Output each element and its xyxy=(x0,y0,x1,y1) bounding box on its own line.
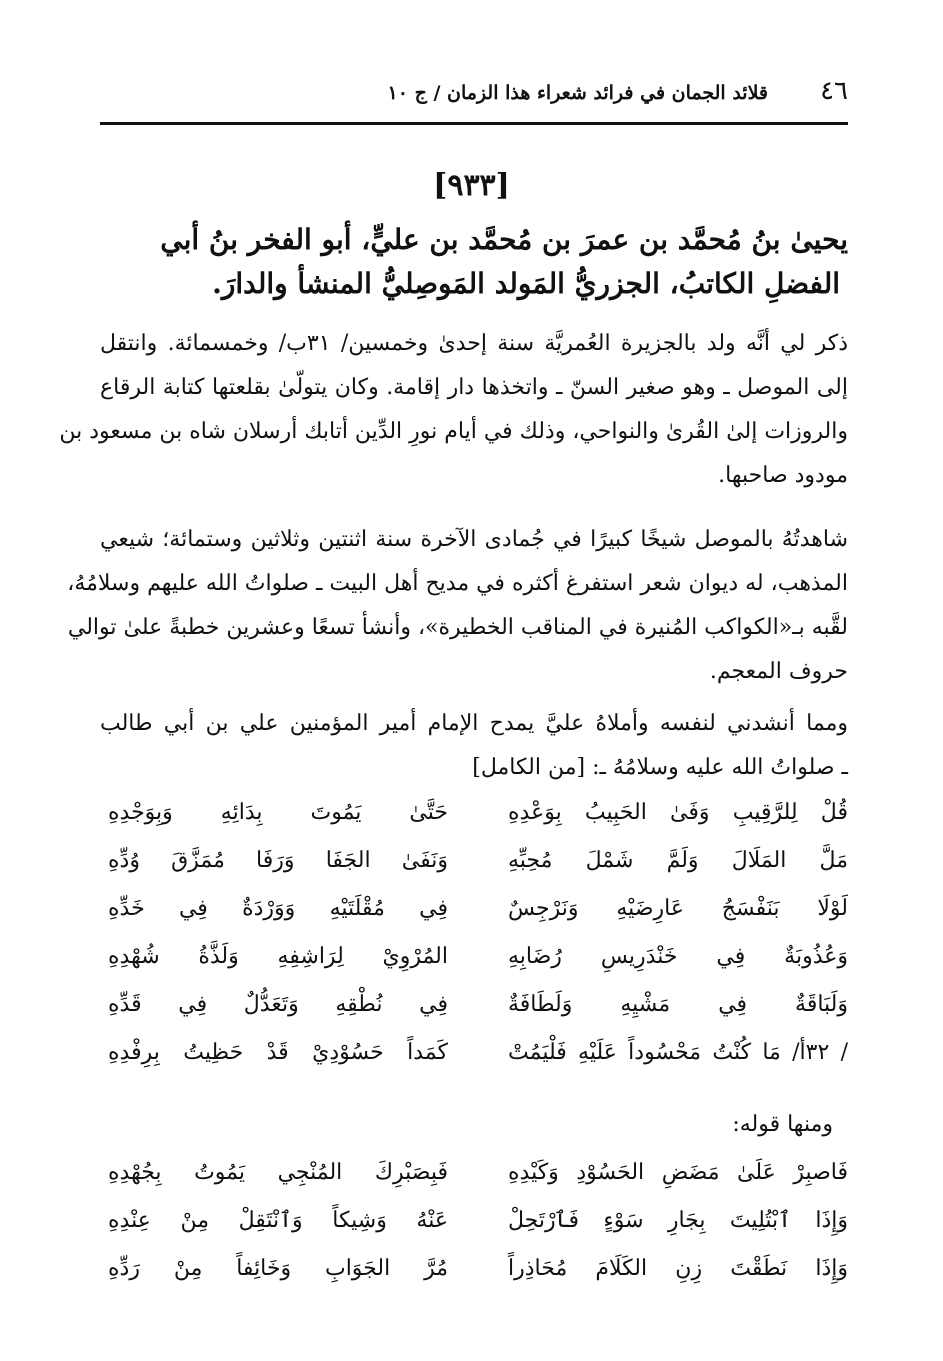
entry-title xyxy=(100,218,848,306)
verse-line xyxy=(100,800,848,848)
poem-second-intro: ومنها قوله: xyxy=(732,1112,833,1137)
verse-second-hemistich: المُرْوِيْ لِرَاشِفِهِ وَلَذَّةُ شُهْدِهِ xyxy=(108,944,448,969)
paragraph-line: مودود صاحبها. xyxy=(718,463,848,488)
verse-second-hemistich: مُرَّ الجَوَابِ وَخَائِفاً مِنْ رَدِّهِ xyxy=(108,1256,448,1281)
verse-first-hemistich: / ٣٢أ/ مَا كُنْتُ مَحْسُوداً عَلَيْهِ فَلْيَمُتْ xyxy=(508,1040,848,1065)
paragraph-line: إلى الموصل ـ وهو صغير السنّ ـ واتخذها دار إقامة. وكان يتولّىٰ بقلعتها كتابة الرقاع xyxy=(100,375,848,400)
paragraph-line: حروف المعجم. xyxy=(709,659,848,684)
paragraph-meeting xyxy=(67,518,848,694)
verse-first-hemistich: قُلْ لِلرَّقِيبِ وَفَىٰ الحَبِيبُ بِوَعْدِهِ xyxy=(508,800,848,825)
verse-line xyxy=(100,896,848,944)
entry-title-line: الفضلِ الكاتبُ، الجزريُّ المَولد المَوصِليُّ المنشأ والدارَ. xyxy=(212,267,840,300)
poem-second xyxy=(100,1160,848,1304)
verse-second-hemistich: فَبِصَبْرِكَ المُنْجِي يَمُوتُ بِجُهْدِهِ xyxy=(108,1160,448,1185)
verse-second-hemistich: فِي مُقْلَتَيْهِ وَوَرْدَةٌ فِي خَدِّهِ xyxy=(108,896,448,921)
entry-title-line: يحيىٰ بنُ مُحمَّد بن عمرَ بن مُحمَّد بن عليٍّ، أبو الفخر بنُ أبي xyxy=(160,223,848,256)
paragraph-line: المذهب، له ديوان شعر استفرغ أكثره في مديح أهل البيت ـ صلواتُ الله عليهم وسلامُهُ، xyxy=(67,571,848,596)
verse-first-hemistich: وَإِذَا نَطَقْتَ زِنِ الكَلَامَ مُحَاذِراً xyxy=(508,1256,848,1281)
paragraph-line: شاهدتُهُ بالموصل شيخًا كبيرًا في جُمادى الآخرة سنة اثنتين وثلاثين وستمائة؛ شيعي xyxy=(100,527,848,552)
verse-first-hemistich: وَإِذَا ٱبْتُلِيتَ بِجَارِ سَوْءٍ فَٱرْتَحِلْ xyxy=(508,1208,848,1233)
verse-line xyxy=(100,1040,848,1088)
paragraph-poem-intro xyxy=(100,702,848,790)
paragraph-line: ذكر لي أنَّه ولد بالجزيرة العُمريَّة سنة إحدىٰ وخمسين/ ٣١ب/ وخمسمائة. وانتقل xyxy=(100,331,848,356)
entry-number: [٩٣٣] xyxy=(433,168,510,203)
verse-first-hemistich: لَوْلَا بَنَفْسَجُ عَارِضَيْهِ وَنَرْجِسٌ xyxy=(508,896,848,921)
header-rule xyxy=(100,122,848,125)
paragraph-line: ـ صلواتُ الله عليه وسلامُهُ ـ: [من الكامل] xyxy=(472,755,848,780)
verse-first-hemistich: فَاصبِرْ عَلَىٰ مَضَضِ الحَسُوْدِ وَكَيْدِهِ xyxy=(508,1160,848,1185)
verse-line xyxy=(100,944,848,992)
verse-second-hemistich: وَنَفَىٰ الجَفَا وَرَفَا مُمَزَّقَ وُدِّهِ xyxy=(108,848,448,873)
paragraph-line: والروزات إلىٰ القُرىٰ والنواحي، وذلك في أيام نورِ الدِّين أتابك أرسلان شاه بن مسعود بن xyxy=(59,419,848,444)
page-header xyxy=(100,76,848,116)
verse-first-hemistich: وَلَبَاقَةٌ فِي مَشْيِهِ وَلَطَافَةٌ xyxy=(508,992,848,1017)
verse-line xyxy=(100,848,848,896)
verse-second-hemistich: عَنْهُ وَشِيكاً وَٱنْتَقِلْ مِنْ عِنْدِهِ xyxy=(108,1208,448,1233)
verse-first-hemistich: وَعُذُوبَةٌ فِي خَنْدَرِيسِ رُضَابِهِ xyxy=(508,944,848,969)
verse-second-hemistich: حَتَّىٰ يَمُوتَ بِدَائِهِ وَبِوَجْدِهِ xyxy=(108,800,448,825)
verse-second-hemistich: كَمَداً حَسُوْدِيْ قَدْ حَظِيتُ بِرِفْدِهِ xyxy=(108,1040,448,1065)
paragraph-birth xyxy=(59,322,848,498)
verse-first-hemistich: مَلَّ المَلَالَ وَلَمَّ شَمْلَ مُحِبِّهِ xyxy=(508,848,848,873)
page-number: ٤٦ xyxy=(820,76,848,106)
paragraph-line: لقَّبه بـ«الكواكب المُنيرة في المناقب الخطيرة»، وأنشأ تسعًا وعشرين خطبةً علىٰ توالي xyxy=(67,615,848,640)
poem-first xyxy=(100,800,848,1088)
verse-line xyxy=(100,1208,848,1256)
verse-line xyxy=(100,1160,848,1208)
verse-second-hemistich: فِي نُطْقِهِ وَتَعَدُّلٌ فِي قَدِّهِ xyxy=(108,992,448,1017)
verse-line xyxy=(100,992,848,1040)
verse-line xyxy=(100,1256,848,1304)
running-title: قلائد الجمان في فرائد شعراء هذا الزمان / ج ١٠ xyxy=(387,82,768,104)
paragraph-line: ومما أنشدني لنفسه وأملاهُ عليَّ يمدح الإمام أمير المؤمنين علي بن أبي طالب xyxy=(100,711,848,736)
